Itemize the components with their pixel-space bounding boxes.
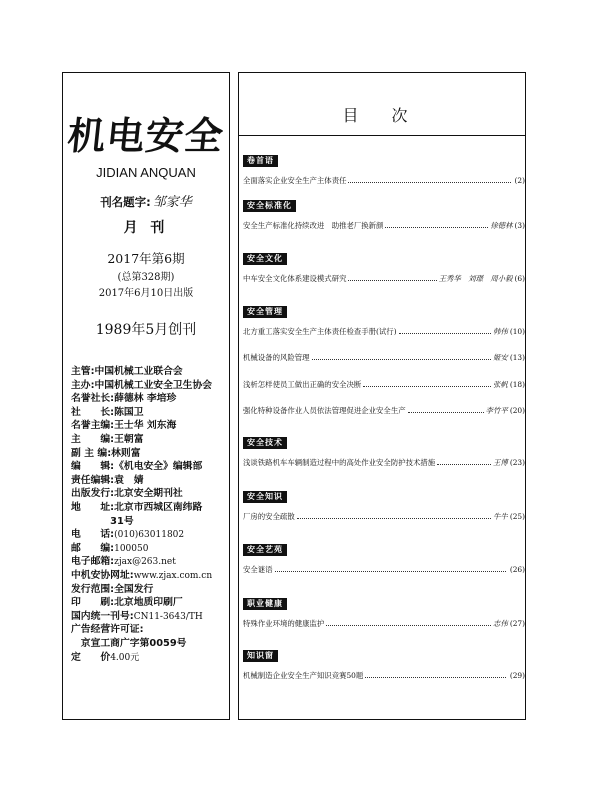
toc-entry[interactable] — [243, 325, 525, 337]
founded-date: 1989年5月创刊 — [95, 322, 197, 338]
magazine-title: 机电安全 — [65, 113, 227, 158]
info-value[interactable]: www.zjax.com.cn — [133, 571, 213, 581]
dot-leader — [275, 571, 506, 572]
info-label: 主管: — [71, 366, 95, 377]
entry-title: 浅谈铁路机车车辆制造过程中的高处作业安全防护技术措施 — [243, 457, 436, 467]
total-issue-number: (总第328期) — [117, 272, 175, 283]
info-value: 林则富 — [111, 447, 141, 459]
info-value: 京宣工商广字第0059号 — [71, 638, 187, 649]
toc-entry[interactable] — [243, 174, 525, 186]
section-header: 安全技术 — [243, 437, 287, 449]
info-label: 发行范围: — [71, 583, 115, 595]
section-header: 安全管理 — [243, 306, 287, 318]
info-line — [71, 649, 139, 663]
entry-title: 机械制造企业安全生产知识竞赛50题 — [243, 670, 364, 680]
section-header: 职业健康 — [243, 598, 287, 610]
entry-title: 安全生产标准化持续改进 助推老厂换新颜 — [243, 220, 384, 230]
info-line — [71, 499, 202, 513]
info-label: 印 刷: — [71, 597, 115, 609]
entry-title: 全面落实企业安全生产主体责任 — [243, 175, 347, 185]
issue-number: 2017年第6期 — [107, 251, 185, 266]
dot-leader — [385, 227, 488, 228]
info-line — [71, 445, 141, 459]
info-value[interactable]: zjax@263.net — [114, 557, 176, 568]
toc-entry[interactable] — [243, 669, 525, 681]
entry-author: 志伟 — [493, 618, 508, 628]
info-value: 王朝富 — [114, 434, 144, 445]
info-label: 社 长: — [71, 406, 115, 418]
toc-entry[interactable] — [243, 272, 525, 284]
info-line — [71, 594, 183, 608]
info-label: 主 编: — [71, 434, 115, 445]
entry-page: (3) — [514, 220, 525, 230]
toc-entry[interactable] — [243, 510, 525, 522]
info-value: 100050 — [114, 543, 149, 554]
section-header: 安全文化 — [243, 253, 287, 265]
section-header: 安全标准化 — [243, 200, 296, 212]
info-value: 袁 婧 — [114, 474, 144, 486]
info-line — [71, 404, 144, 418]
entry-page: (6) — [514, 273, 525, 283]
dot-leader — [363, 386, 491, 387]
section-header: 安全知识 — [243, 491, 287, 503]
info-value: 31号 — [71, 515, 134, 527]
toc-entry[interactable] — [243, 352, 525, 364]
info-line — [71, 540, 148, 554]
entry-author: 韩伟 — [493, 326, 508, 336]
entry-title: 北方重工落实安全生产主体责任检查手册(试行) — [243, 326, 397, 336]
info-label: 名誉主编: — [71, 420, 115, 432]
info-line — [71, 581, 153, 595]
info-line — [71, 567, 212, 581]
info-line — [71, 363, 183, 377]
info-line — [71, 390, 176, 404]
info-label: 电子邮箱: — [71, 556, 115, 568]
info-line — [71, 417, 176, 431]
entry-page: (20) — [509, 406, 525, 415]
info-label: 广告经营许可证: — [71, 624, 144, 636]
info-label: 名誉社长: — [71, 393, 115, 405]
info-line — [71, 608, 203, 622]
info-value: 北京市西城区南纬路 — [114, 502, 203, 513]
entry-page: (26) — [509, 564, 525, 574]
info-line — [71, 526, 184, 540]
entry-title: 中车安全文化体系建设模式研究 — [243, 273, 347, 283]
info-value: 全国发行 — [114, 583, 154, 595]
info-label: 邮 编: — [71, 542, 115, 554]
entry-title: 浅析怎样使员工做出正确的安全决断 — [243, 379, 362, 389]
dot-leader — [348, 182, 510, 183]
masthead-panel — [62, 72, 230, 720]
entry-title: 厂房的安全疏散 — [243, 511, 295, 521]
info-line — [71, 513, 134, 527]
section-header: 卷首语 — [243, 155, 278, 167]
toc-entry[interactable] — [243, 219, 525, 231]
info-line — [71, 377, 212, 391]
entry-page: (2) — [514, 175, 525, 185]
entry-page: (10) — [509, 326, 525, 336]
entry-title: 安全谜语 — [243, 564, 273, 574]
dot-leader — [312, 359, 492, 360]
info-label: 地 址: — [71, 502, 115, 513]
info-label: 责任编辑: — [71, 474, 115, 486]
dot-leader — [348, 280, 436, 281]
entry-title: 机械设备的风险管理 — [243, 353, 310, 362]
toc-entry[interactable] — [243, 378, 525, 390]
entry-title: 特殊作业环境的健康监护 — [243, 618, 325, 628]
entry-page: (13) — [509, 353, 525, 362]
toc-entry[interactable] — [243, 563, 525, 575]
info-label: 副 主 编: — [71, 447, 112, 459]
info-line — [71, 485, 183, 499]
info-value: 北京安全期刊社 — [114, 488, 183, 500]
inscription-label: 刊名题字: — [100, 195, 151, 209]
info-value: 陈国卫 — [114, 406, 144, 418]
dot-leader — [437, 464, 491, 465]
entry-author: 张帆 — [493, 379, 508, 389]
entry-page: (18) — [509, 379, 525, 389]
entry-page: (23) — [509, 457, 525, 467]
entry-page: (25) — [509, 511, 525, 521]
info-label: 国内统一刊号: — [71, 610, 134, 622]
entry-page: (27) — [509, 618, 525, 628]
info-line — [71, 553, 176, 567]
info-label: 定 价 — [71, 651, 111, 663]
inscription-signature: 邹家华 — [152, 195, 192, 210]
entry-author: 牛牛 — [493, 511, 508, 521]
toc-divider — [239, 135, 525, 136]
entry-author: 王秀华 刘璟 周小毅 — [438, 273, 513, 283]
toc-entry[interactable] — [243, 456, 525, 468]
info-value: 王士华 刘东海 — [114, 420, 177, 432]
info-value: (010)63011802 — [114, 530, 185, 541]
dot-leader — [408, 412, 484, 413]
magazine-pinyin: JIDIAN ANQUAN — [96, 165, 196, 180]
dot-leader — [365, 677, 506, 678]
publication-date: 2017年6月10日出版 — [98, 288, 194, 299]
dot-leader — [326, 625, 491, 626]
info-label: 中机安协网址: — [71, 570, 134, 581]
title-inscription — [63, 191, 229, 210]
info-value: 中国机械工业联合会 — [94, 366, 183, 377]
info-line — [71, 431, 144, 445]
publication-frequency: 月 刊 — [123, 220, 169, 236]
info-value: 中国机械工业安全卫生协会 — [94, 379, 213, 391]
info-line — [71, 635, 186, 649]
info-line — [71, 621, 144, 635]
toc-entry[interactable] — [243, 405, 525, 417]
info-label: 电 话: — [71, 529, 115, 541]
section-header: 安全艺苑 — [243, 544, 287, 556]
info-line — [71, 472, 144, 486]
entry-author: 李竹平 — [485, 406, 508, 415]
info-value: 《机电安全》编辑部 — [114, 461, 203, 473]
info-label: 编 辑: — [71, 461, 115, 473]
dot-leader — [399, 333, 491, 334]
table-of-contents-panel — [238, 72, 526, 720]
dot-leader — [297, 518, 491, 519]
entry-page: (29) — [509, 670, 525, 680]
toc-entry[interactable] — [243, 617, 525, 629]
info-label: 主办: — [71, 379, 95, 391]
info-value: 4.00元 — [110, 652, 140, 663]
entry-author: 姬安 — [493, 353, 508, 362]
section-header: 知识窗 — [243, 650, 278, 662]
entry-author: 徐德林 — [490, 220, 513, 230]
entry-author: 王博 — [493, 457, 508, 467]
info-value: 薛德林 李培珍 — [114, 393, 177, 405]
entry-title: 强化特种设备作业人员依法管理促进企业安全生产 — [243, 406, 406, 415]
info-value: 北京地质印刷厂 — [114, 597, 183, 609]
info-label: 出版发行: — [71, 488, 115, 500]
toc-title: 目 次 — [342, 106, 422, 125]
info-value: CN11-3643/TH — [133, 611, 203, 622]
info-line — [71, 458, 202, 472]
